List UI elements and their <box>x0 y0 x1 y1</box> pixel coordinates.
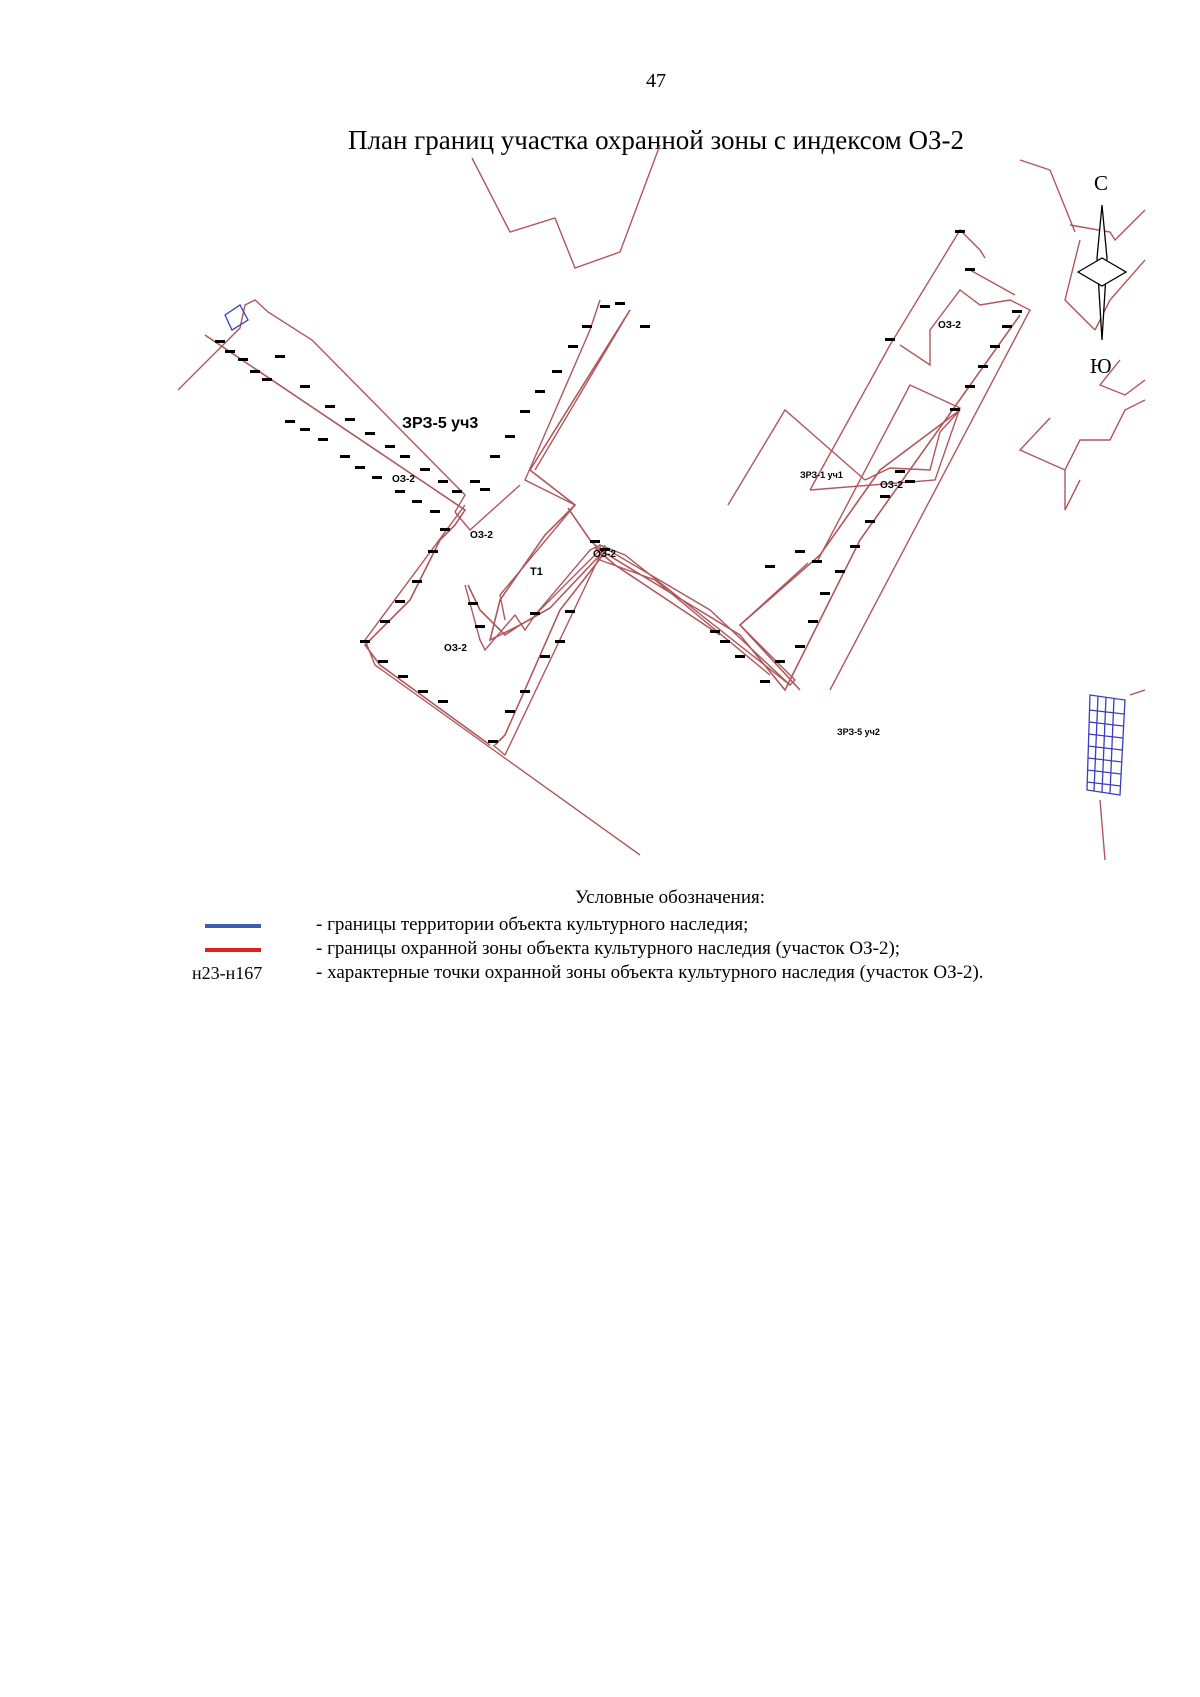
label-oz2: ОЗ-2 <box>938 320 961 331</box>
label-oz2: ОЗ-2 <box>392 474 415 485</box>
object-territory-grid <box>1087 696 1124 793</box>
cadastral-boundaries <box>178 145 1145 860</box>
label-zrz1-uch1: ЗРЗ-1 уч1 <box>800 470 843 480</box>
oz2-boundary <box>205 310 1020 745</box>
legend-symbol <box>192 962 266 986</box>
object-territory <box>225 305 1125 795</box>
legend-point-code: н23-н167 <box>192 963 263 983</box>
legend-symbol <box>200 914 266 938</box>
north-arrow <box>1078 171 1126 378</box>
south-label: Ю <box>1090 354 1112 378</box>
legend-item-oz2-boundary <box>0 938 1200 962</box>
legend-red-line <box>205 948 261 952</box>
label-oz2: ОЗ-2 <box>880 480 903 491</box>
north-label: С <box>1094 171 1109 195</box>
label-oz2: ОЗ-2 <box>470 530 493 541</box>
legend-title: Условные обозначения: <box>574 887 766 908</box>
legend-text: - границы территории объекта культурного наследия; <box>316 914 749 935</box>
label-zrz5-uch3: ЗРЗ-5 уч3 <box>402 415 479 432</box>
label-t1: Т1 <box>530 566 543 578</box>
legend-blue-line <box>205 924 261 928</box>
label-oz2: ОЗ-2 <box>593 549 616 560</box>
legend-text: - границы охранной зоны объекта культурного наследия (участок ОЗ-2); <box>316 938 901 959</box>
label-oz2: ОЗ-2 <box>444 643 467 654</box>
legend-text: - характерные точки охранной зоны объекта культурного наследия (участок ОЗ-2). <box>316 962 984 983</box>
label-zrz5-uch2: ЗРЗ-5 уч2 <box>837 727 880 737</box>
legend-item-characteristic-points <box>0 962 1200 986</box>
legend-item-object-territory <box>0 914 1200 938</box>
north-arrow-cross <box>1078 258 1126 286</box>
legend-symbol <box>200 938 266 962</box>
map-title: План границ участка охранной зоны с индексом ОЗ-2 <box>348 125 964 155</box>
page-number: 47 <box>646 70 666 92</box>
